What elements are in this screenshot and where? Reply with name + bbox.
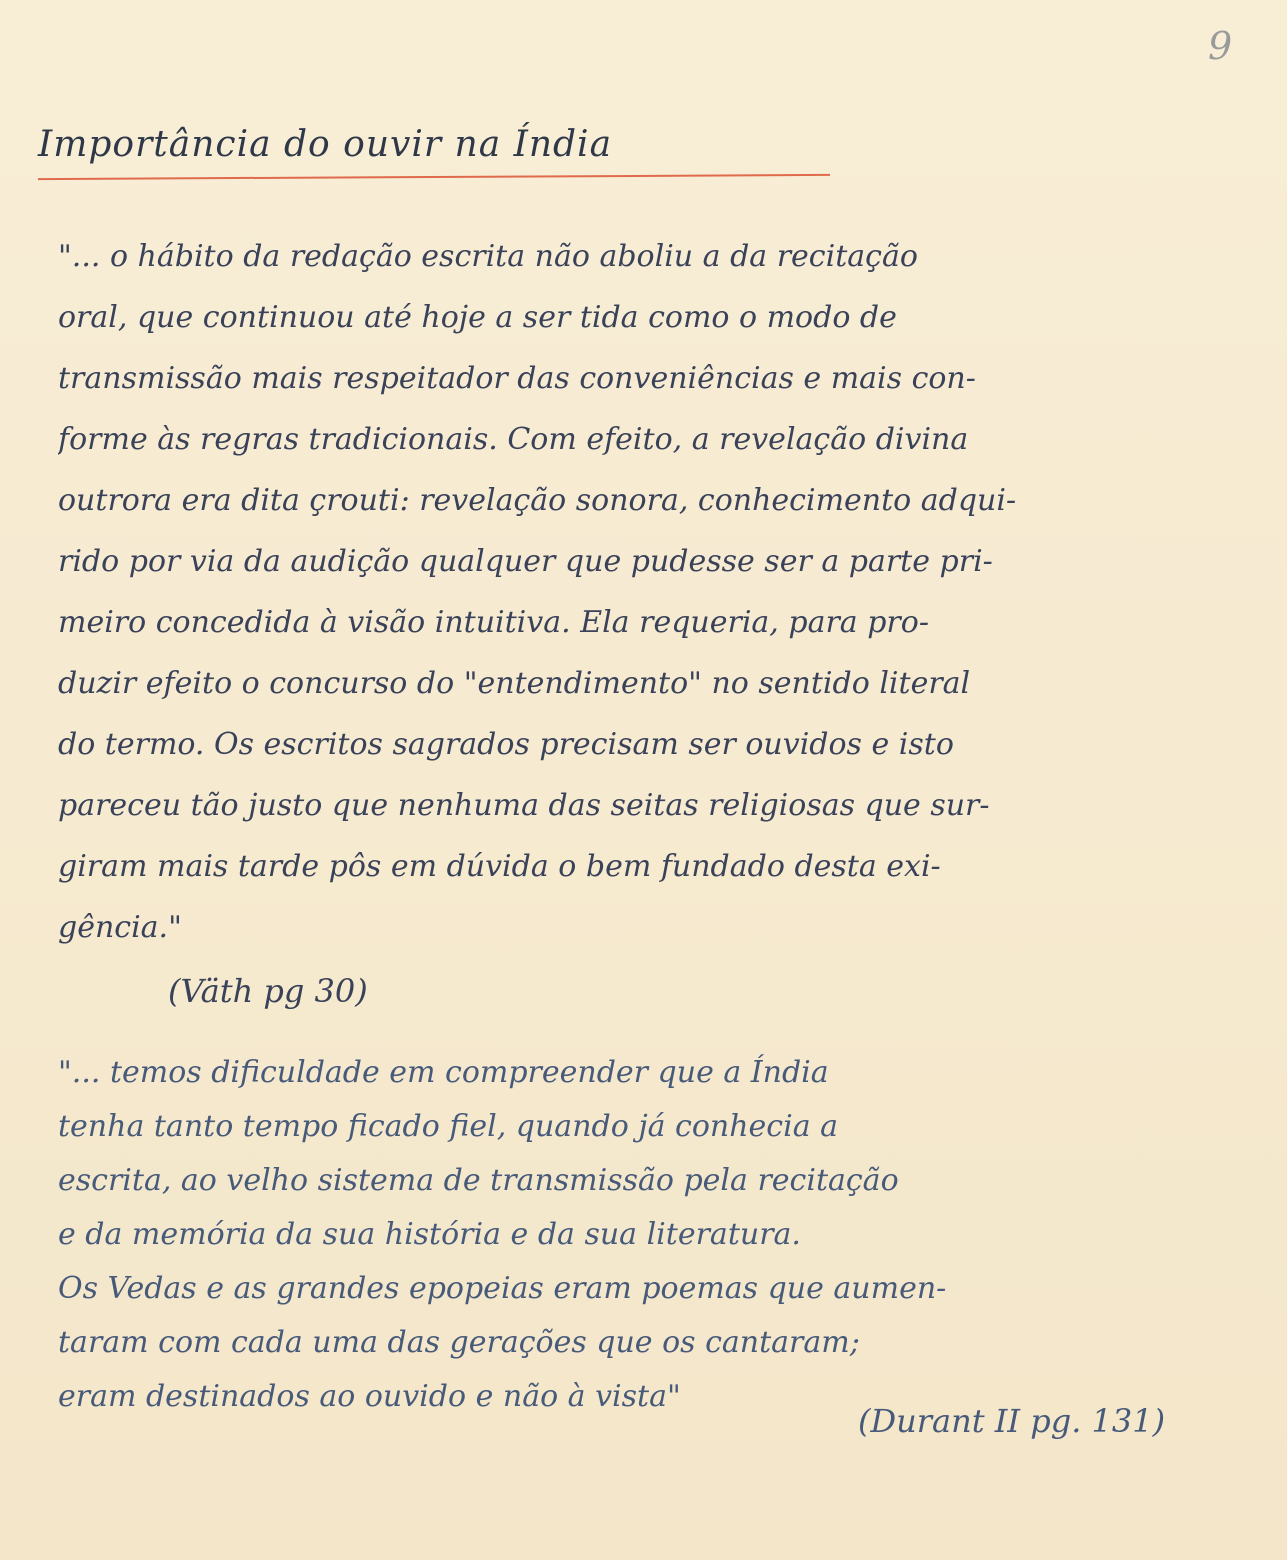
quote-line: meiro concedida à visão intuitiva. Ela requeria, para pro- [58,605,929,640]
quote-line: tenha tanto tempo ficado fiel, quando já conhecia a [58,1109,838,1144]
quote-line: escrita, ao velho sistema de transmissão pela recitação [58,1163,899,1198]
quote-line: pareceu tão justo que nenhuma das seitas religiosas que sur- [58,788,990,823]
title-underline [38,174,830,180]
quote-line: do termo. Os escritos sagrados precisam ser ouvidos e isto [58,727,954,762]
quote-line: giram mais tarde pôs em dúvida o bem fundado desta exi- [58,849,941,884]
quote-line: "... o hábito da redação escrita não aboliu a da recitação [58,239,918,274]
quote-line: transmissão mais respeitador das conveniências e mais con- [58,361,976,396]
citation-vath: (Väth pg 30) [168,972,368,1010]
quote-line: outrora era dita çrouti: revelação sonora, conhecimento adqui- [58,483,1017,518]
quote-line: taram com cada uma das gerações que os cantaram; [58,1325,860,1360]
title-block [38,124,838,165]
quote-line: rido por via da audição qualquer que pudesse ser a parte pri- [58,544,993,579]
quote-line: duzir efeito o concurso do "entendimento" no sentido literal [58,666,971,701]
quote-durant [58,1046,1273,1424]
quote-line: eram destinados ao ouvido e não à vista" [58,1379,681,1414]
quote-line: gência." [58,910,182,945]
quote-line: forme às regras tradicionais. Com efeito, a revelação divina [58,422,969,457]
citation-durant: (Durant II pg. 131) [858,1402,1166,1440]
page-number: 9 [1208,24,1233,68]
quote-line: "... temos dificuldade em compreender que a Índia [58,1055,829,1090]
page-title: Importância do ouvir na Índia [38,124,613,165]
quote-line: oral, que continuou até hoje a ser tida como o modo de [58,300,897,335]
quote-vath [58,226,1273,958]
quote-line: Os Vedas e as grandes epopeias eram poemas que aumen- [58,1271,947,1306]
quote-line: e da memória da sua história e da sua literatura. [58,1217,801,1252]
